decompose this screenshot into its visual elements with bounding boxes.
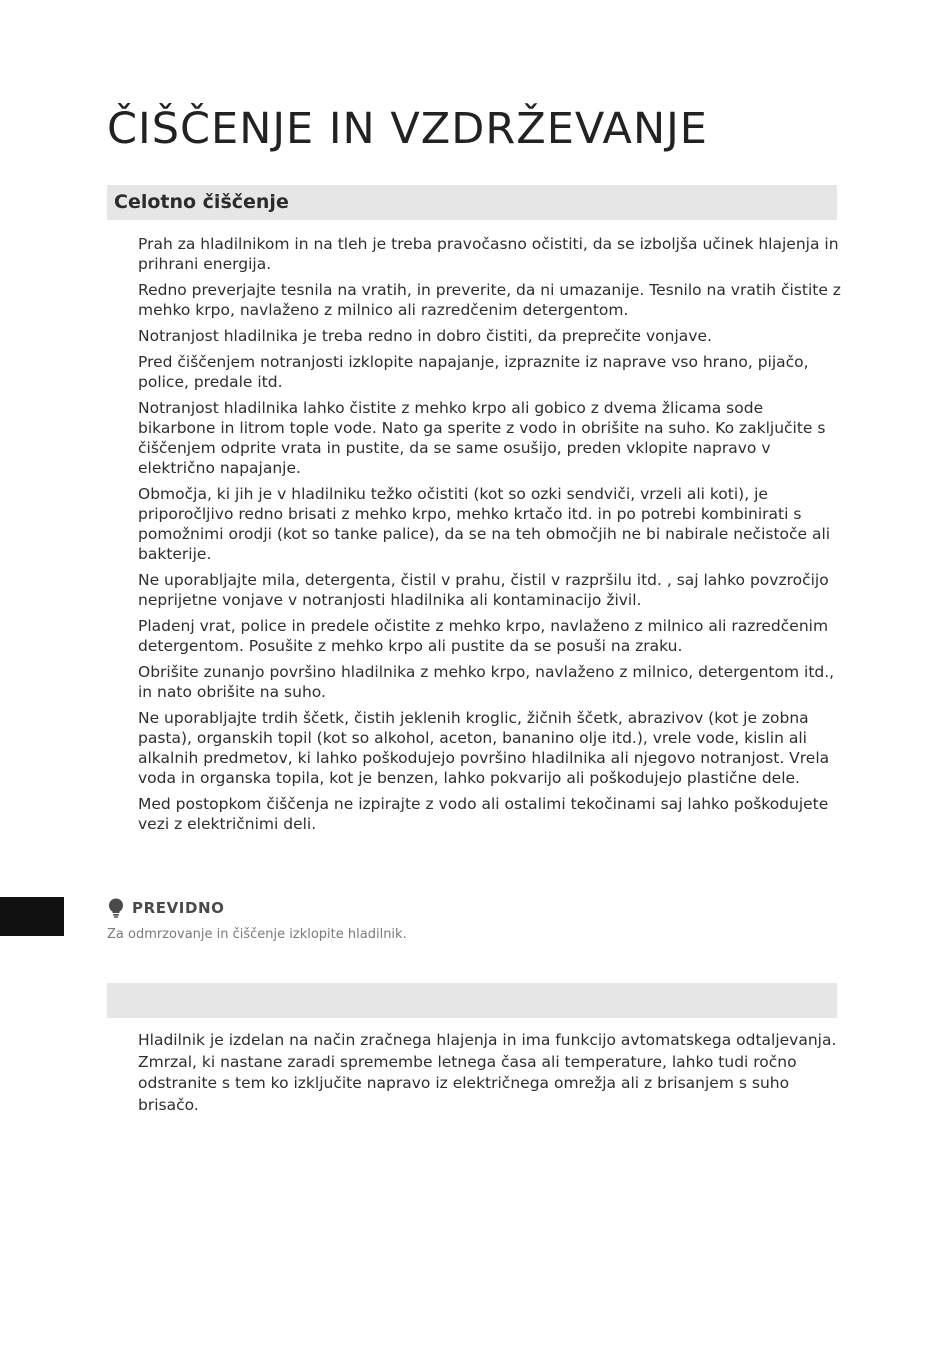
paragraph: Ne uporabljajte trdih ščetk, čistih jeklenih kroglic, žičnih ščetk, abrazivov (kot je zobna pasta), organskih topil (kot so alkohol, aceton, bananino olje itd.), vrele vode, kislin ali alkalnih predmetov, ki lahko poškodujejo površino hladilnika ali njegovo notranjost. Vrela voda in organska topila, kot je benzen, lahko pokvarijo ali poškodujejo plastične dele. (138, 709, 830, 787)
paragraph: Prah za hladilnikom in na tleh je treba pravočasno očistiti, da se izboljša učinek hlajenja in prihrani energija. (138, 235, 839, 273)
chapter-tab-marker (0, 897, 64, 936)
defrost-paragraphs (138, 1030, 843, 1116)
paragraph: Pladenj vrat, police in predele očistite z mehko krpo, navlaženo z milnico ali razredčenim detergentom. Posušite z mehko krpo ali pustite da se posuši na zraku. (138, 617, 829, 655)
paragraph: Notranjost hladilnika je treba redno in dobro čistiti, da preprečite vonjave. (138, 327, 712, 345)
note-text: Za odmrzovanje in čiščenje izklopite hladilnik. (107, 927, 407, 942)
lightbulb-icon (107, 898, 125, 918)
note-label: PREVIDNO (132, 899, 225, 917)
paragraph: Med postopkom čiščenja ne izpirajte z vodo ali ostalimi tekočinami saj lahko poškodujete vezi z električnimi deli. (138, 795, 829, 833)
section-heading-defrost (107, 983, 837, 1018)
page-title: ČIŠČENJE IN VZDRŽEVANJE (107, 104, 708, 154)
paragraph: Območja, ki jih je v hladilniku težko očistiti (kot so ozki sendviči, vrzeli ali koti), je priporočljivo redno brisati z mehko krpo, mehko krtačo itd. in po potrebi kombinirati s pomožnimi orodji (kot so tanke palice), da se na teh območjih ne bi nabirale nečistoče ali bakterije. (138, 485, 831, 563)
cleaning-paragraphs (138, 234, 843, 840)
paragraph: Obrišite zunanjo površino hladilnika z mehko krpo, navlaženo z milnico, detergentom itd., in nato obrišite na suho. (138, 663, 835, 701)
note-header (107, 897, 225, 919)
paragraph: Notranjost hladilnika lahko čistite z mehko krpo ali gobico z dvema žlicama sode bikarbone in litrom tople vode. Nato ga sperite z vodo in obrišite na suho. Ko zaključite s čiščenjem odprite vrata in pustite, da se same osušijo, preden vklopite napravo v električno napajanje. (138, 399, 826, 477)
paragraph: Ne uporabljajte mila, detergenta, čistil v prahu, čistil v razpršilu itd. , saj lahko povzročijo neprijetne vonjave v notranjosti hladilnika ali kontaminacijo živil. (138, 571, 829, 609)
paragraph: Redno preverjajte tesnila na vratih, in preverite, da ni umazanije. Tesnilo na vratih čistite z mehko krpo, navlaženo z milnico ali razredčenim detergentom. (138, 281, 841, 319)
paragraph: Pred čiščenjem notranjosti izklopite napajanje, izpraznite iz naprave vso hrano, pijačo, police, predale itd. (138, 353, 809, 391)
paragraph: Hladilnik je izdelan na način zračnega hlajenja in ima funkcijo avtomatskega odtaljevanja. Zmrzal, ki nastane zaradi spremembe letnega časa ali temperature, lahko tudi ročno odstranite s tem ko izključite napravo iz električnega omrežja ali z brisanjem s suho brisačo. (138, 1031, 837, 1114)
section-heading-cleaning: Celotno čiščenje (107, 185, 837, 220)
